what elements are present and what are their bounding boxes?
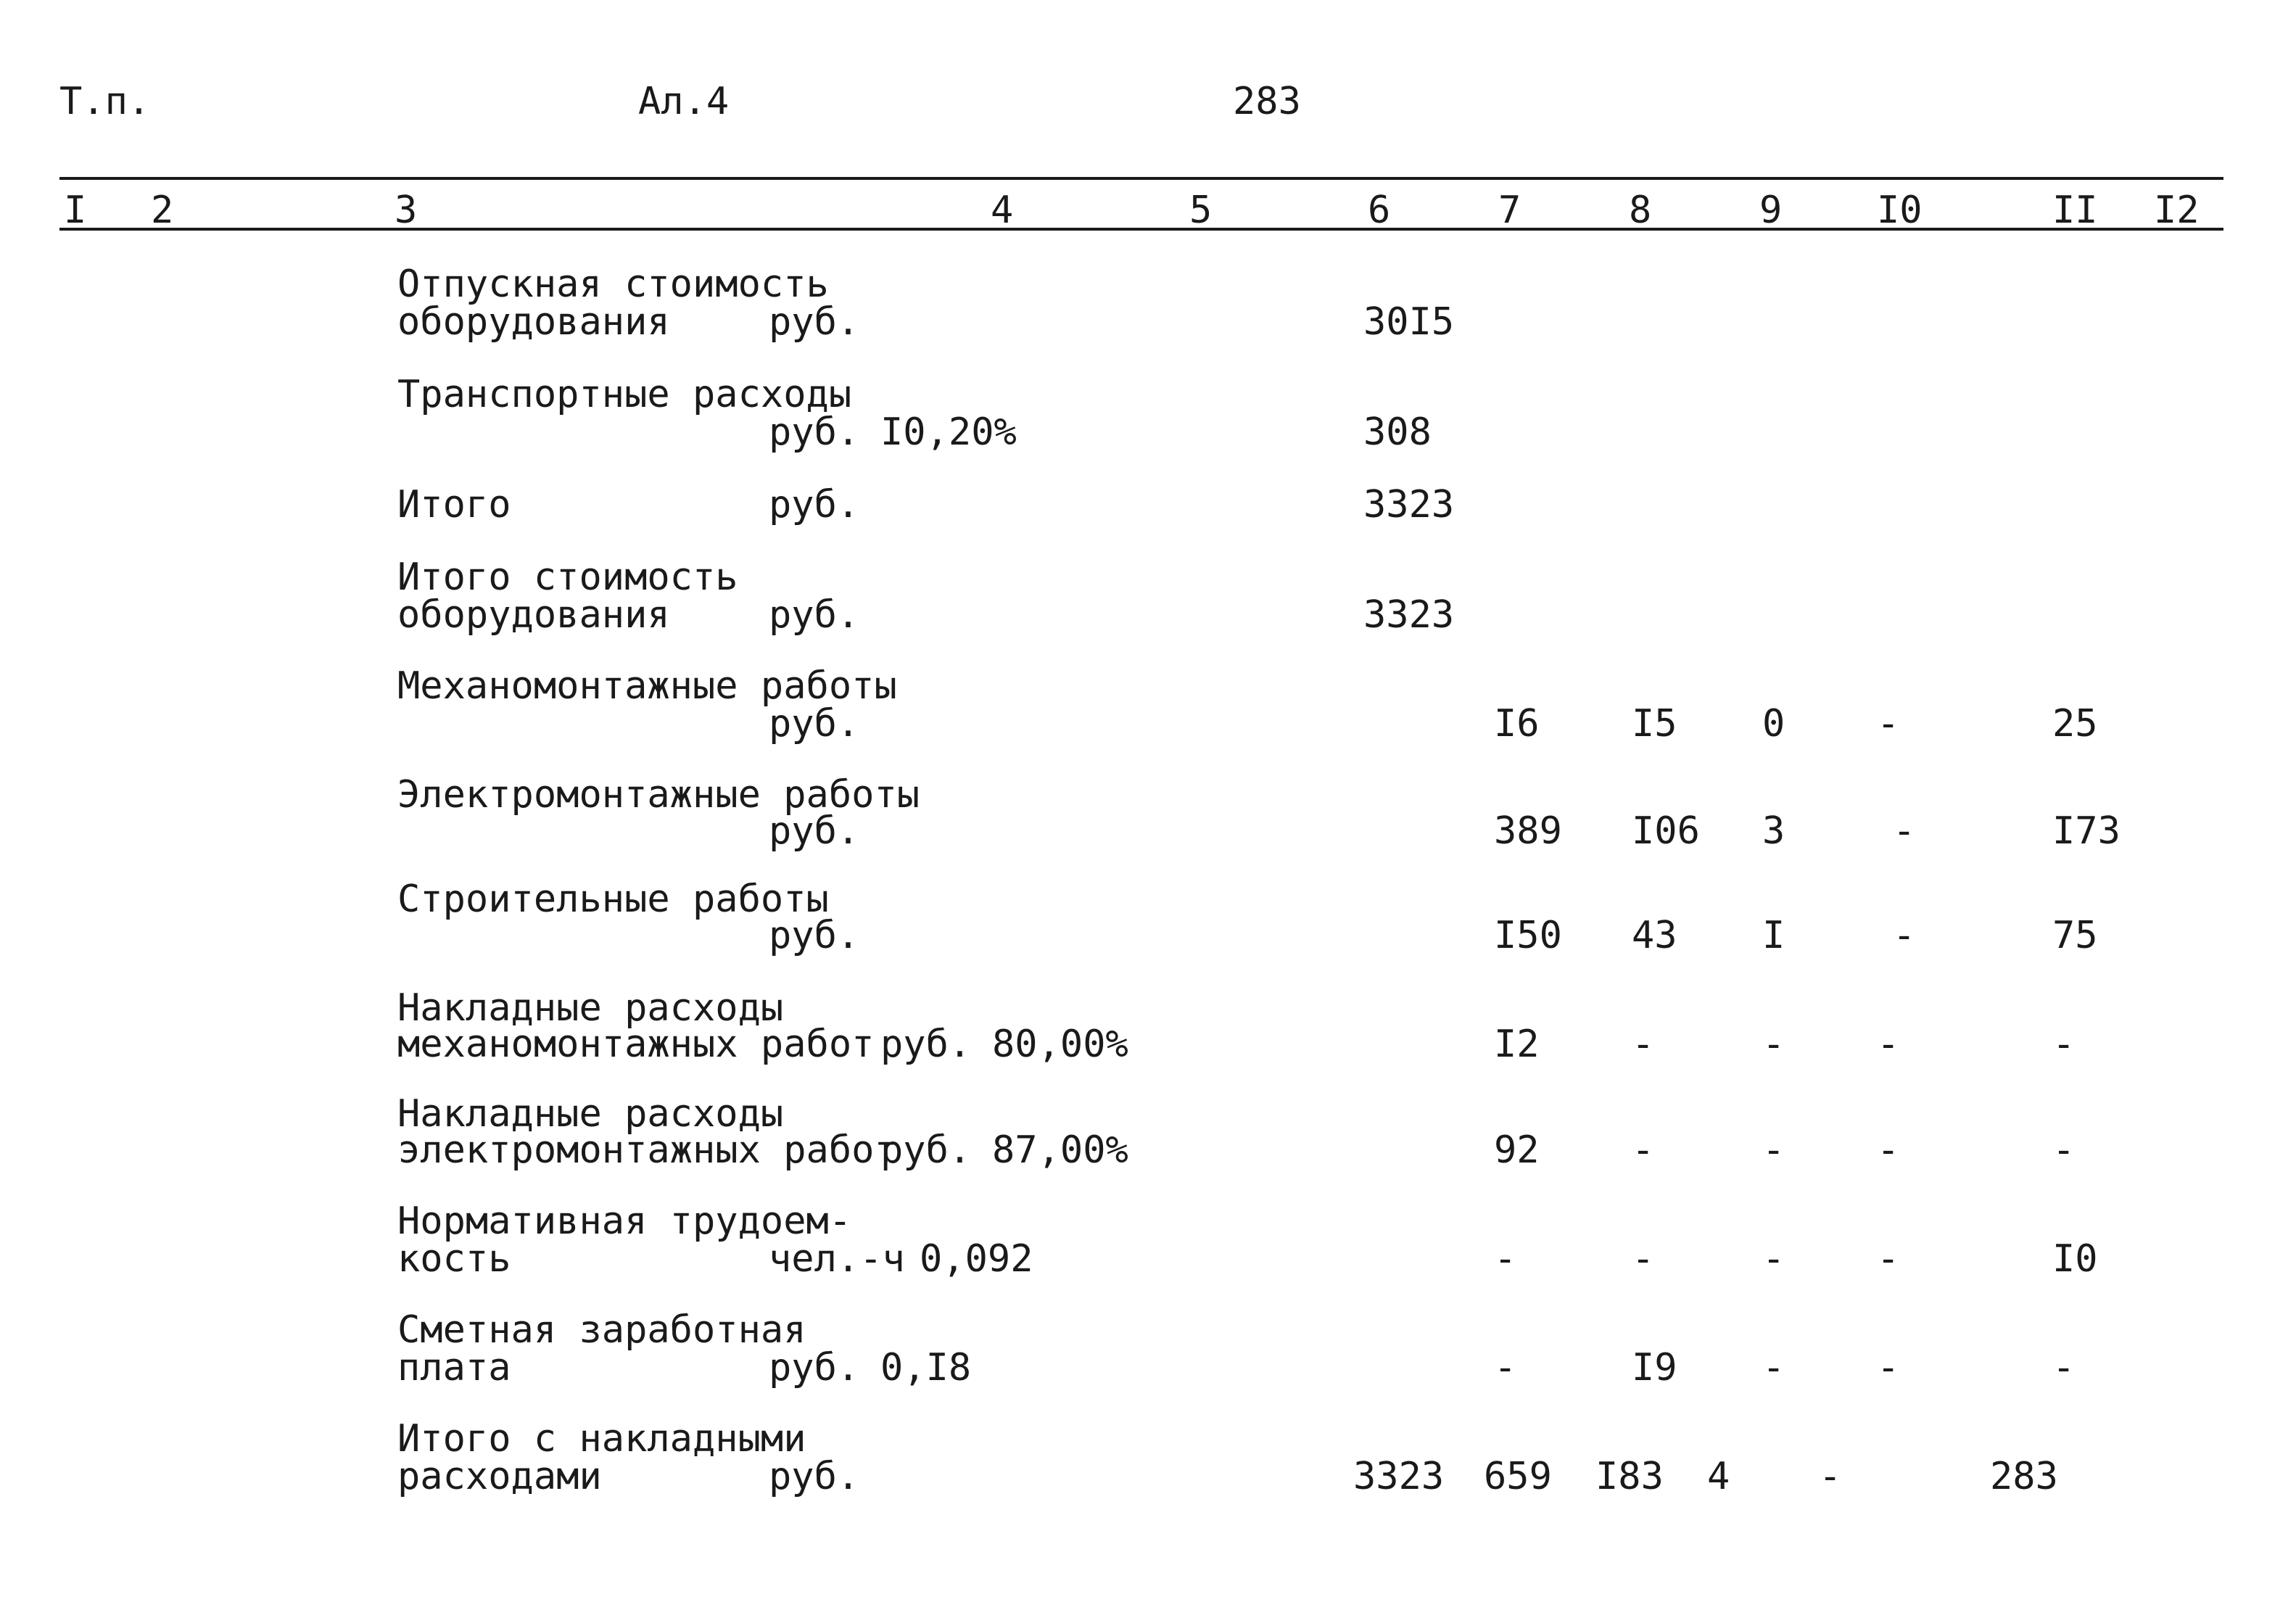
row-unit: руб. — [769, 593, 860, 637]
col-num-2: 2 — [151, 189, 174, 232]
row-col10-value: - — [1877, 1023, 1900, 1066]
col-num-9: 9 — [1759, 189, 1783, 232]
row-col8-value: I06 — [1632, 809, 1700, 853]
row-col7-value: 92 — [1494, 1128, 1540, 1172]
row-col6-value: 30I5 — [1363, 300, 1455, 344]
row-col7-value: 389 — [1494, 809, 1562, 853]
row-col10-value: - — [1893, 914, 1916, 957]
row-col10-value: - — [1877, 1346, 1900, 1390]
col-num-8: 8 — [1629, 189, 1652, 232]
row-col6-value: 3323 — [1353, 1455, 1445, 1498]
row-col8-value: - — [1632, 1237, 1655, 1281]
row-unit: руб. — [769, 1346, 860, 1390]
row-col8-value: I5 — [1632, 702, 1677, 746]
row-col11-value: 25 — [2052, 702, 2098, 746]
row-label-line1: Итого с накладными — [397, 1417, 806, 1461]
row-label-line1: Накладные расходы — [397, 1092, 784, 1136]
row-col8-value: I9 — [1632, 1346, 1677, 1390]
row-col7-value: I50 — [1494, 914, 1562, 957]
col-num-11: II — [2052, 189, 2098, 232]
album-label: Ал.4 — [638, 80, 730, 123]
row-label-line2: плата — [397, 1346, 511, 1390]
row-unit: руб. — [769, 483, 860, 527]
row-col11-value: I0 — [2052, 1237, 2098, 1281]
row-col10-value: - — [1877, 1128, 1900, 1172]
row-col6-value: 3323 — [1363, 593, 1455, 637]
row-col7-value: I6 — [1494, 702, 1540, 746]
row-col10-value: - — [1893, 809, 1916, 853]
col-num-7: 7 — [1498, 189, 1521, 232]
col-num-3: 3 — [395, 189, 418, 232]
col-num-4: 4 — [991, 189, 1014, 232]
row-col9-value: 4 — [1707, 1455, 1730, 1498]
row-col11-value: - — [2052, 1128, 2076, 1172]
row-col11-value: 75 — [2052, 914, 2098, 957]
row-label-line1: Нормативная трудоем- — [397, 1200, 852, 1243]
row-unit: руб. — [880, 1128, 972, 1172]
col-num-12: I2 — [2154, 189, 2200, 232]
col-num-1: I — [64, 189, 87, 232]
col-num-10: I0 — [1877, 189, 1923, 232]
row-label-line1: Отпускная стоимость — [397, 263, 829, 306]
row-label-line2: оборудования — [397, 593, 670, 637]
col-num-5: 5 — [1189, 189, 1213, 232]
row-col9-value: I — [1762, 914, 1785, 957]
col-num-6: 6 — [1368, 189, 1391, 232]
row-col8-value: I83 — [1595, 1455, 1664, 1498]
row-col6-value: 3323 — [1363, 483, 1455, 527]
row-label-line1: Строительные работы — [397, 878, 829, 921]
row-col8-value: - — [1632, 1023, 1655, 1066]
row-col11-value: 283 — [1990, 1455, 2058, 1498]
row-col10-value: - — [1877, 702, 1900, 746]
row-col8-value: 43 — [1632, 914, 1677, 957]
row-label-line1: Накладные расходы — [397, 986, 784, 1030]
row-label-line2: оборудования — [397, 300, 670, 344]
row-rate: 0,092 — [920, 1237, 1033, 1281]
row-unit: руб. — [769, 702, 860, 746]
row-col7-value: - — [1494, 1237, 1517, 1281]
row-rate: I0,20% — [880, 410, 1017, 454]
row-col7-value: 659 — [1484, 1455, 1552, 1498]
row-unit: чел.-ч — [769, 1237, 905, 1281]
row-col9-value: - — [1762, 1237, 1785, 1281]
row-col9-value: 0 — [1762, 702, 1785, 746]
row-label-line2: расходами — [397, 1455, 602, 1498]
row-col11-value: - — [2052, 1023, 2076, 1066]
row-rate: 0,I8 — [880, 1346, 972, 1390]
row-col9-value: 3 — [1762, 809, 1785, 853]
row-unit: руб. — [769, 1455, 860, 1498]
row-col8-value: - — [1632, 1128, 1655, 1172]
row-col7-value: - — [1494, 1346, 1517, 1390]
row-label-line1: Транспортные расходы — [397, 373, 852, 416]
row-label-line2: кость — [397, 1237, 511, 1281]
row-col10-value: - — [1819, 1455, 1842, 1498]
row-col11-value: I73 — [2052, 809, 2121, 853]
row-label-line1: Сметная заработная — [397, 1308, 806, 1352]
row-col9-value: - — [1762, 1346, 1785, 1390]
row-col9-value: - — [1762, 1128, 1785, 1172]
row-label-line1: Итого стоимость — [397, 556, 738, 599]
row-unit: руб. — [769, 914, 860, 957]
page-number: 283 — [1233, 80, 1301, 123]
row-label-line1: Механомонтажные работы — [397, 664, 897, 708]
row-rate: 87,00% — [992, 1128, 1128, 1172]
row-unit: руб. — [769, 300, 860, 344]
row-label-line1: Электромонтажные работы — [397, 773, 920, 817]
doc-type-label: Т.п. — [59, 80, 151, 123]
row-col11-value: - — [2052, 1346, 2076, 1390]
row-label-line2: Итого — [397, 483, 511, 527]
row-label-line2: механомонтажных работ — [397, 1023, 875, 1066]
row-col9-value: - — [1762, 1023, 1785, 1066]
row-rate: 80,00% — [992, 1023, 1128, 1066]
row-label-line2: электромонтажных работ — [397, 1128, 897, 1172]
row-col10-value: - — [1877, 1237, 1900, 1281]
row-col7-value: I2 — [1494, 1023, 1540, 1066]
row-unit: руб. — [880, 1023, 972, 1066]
row-unit: руб. — [769, 410, 860, 454]
table-top-rule — [59, 177, 2223, 180]
row-col6-value: 308 — [1363, 410, 1432, 454]
row-unit: руб. — [769, 809, 860, 853]
